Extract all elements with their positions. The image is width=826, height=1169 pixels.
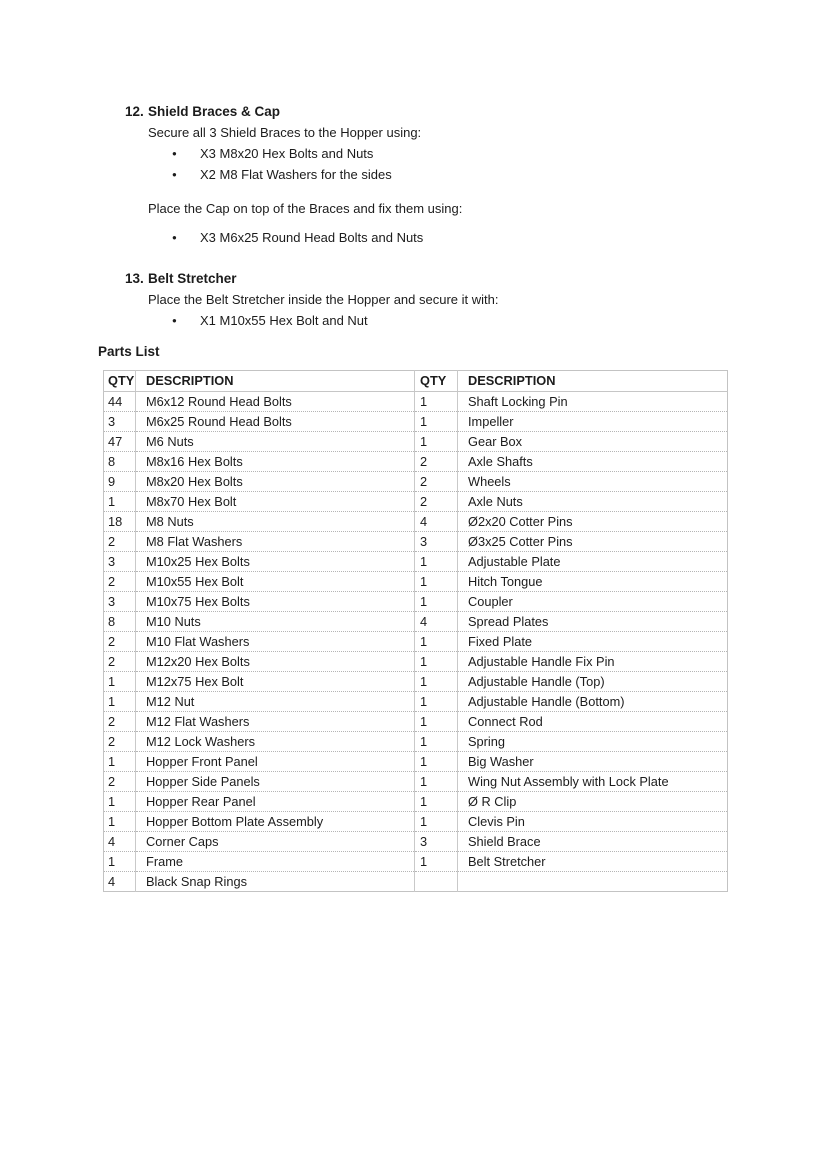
description-cell: Ø2x20 Cotter Pins [458,512,728,532]
description-cell: Impeller [458,412,728,432]
parts-table [103,370,728,892]
bullet-list [0,310,826,331]
bullet-text: X2 M8 Flat Washers for the sides [200,167,392,182]
bullet-icon: ● [172,233,177,242]
qty-cell: 4 [415,612,458,632]
table-row [104,792,728,812]
bullet-icon: ● [172,316,177,325]
qty-cell: 2 [104,652,136,672]
description-cell: Black Snap Rings [136,872,415,892]
description-cell: Adjustable Handle (Top) [458,672,728,692]
section-number: 13. [125,271,144,286]
description-cell: Big Washer [458,752,728,772]
description-cell: Adjustable Plate [458,552,728,572]
bullet-item [172,227,826,248]
description-cell: M6x25 Round Head Bolts [136,412,415,432]
table-row [104,392,728,412]
description-cell: Fixed Plate [458,632,728,652]
qty-cell: 1 [415,812,458,832]
qty-cell: 2 [104,772,136,792]
description-cell: Gear Box [458,432,728,452]
section-shield-braces-cap [0,101,826,248]
qty-cell: 1 [415,412,458,432]
table-row [104,572,728,592]
qty-cell: 1 [415,652,458,672]
qty-cell: 2 [415,452,458,472]
qty-cell: 4 [104,832,136,852]
parts-table-body [104,392,728,892]
bullet-text: X1 M10x55 Hex Bolt and Nut [200,313,368,328]
description-cell: Wheels [458,472,728,492]
header-row [104,371,728,392]
description-cell: Adjustable Handle (Bottom) [458,692,728,712]
section-heading [0,101,826,122]
description-cell: M10x75 Hex Bolts [136,592,415,612]
qty-cell: 8 [104,452,136,472]
description-cell: M8 Nuts [136,512,415,532]
qty-cell: 1 [104,792,136,812]
bullet-text: X3 M8x20 Hex Bolts and Nuts [200,146,374,161]
description-cell: M10 Nuts [136,612,415,632]
qty-cell: 1 [104,752,136,772]
section-heading [0,268,826,289]
description-cell: Corner Caps [136,832,415,852]
description-cell: Ø3x25 Cotter Pins [458,532,728,552]
description-cell: M10x55 Hex Bolt [136,572,415,592]
bullet-item [172,143,826,164]
qty-cell: 1 [415,772,458,792]
description-cell: M10x25 Hex Bolts [136,552,415,572]
description-column-header: DESCRIPTION [136,371,415,392]
qty-cell [415,872,458,892]
description-cell: Hopper Bottom Plate Assembly [136,812,415,832]
description-cell: Spread Plates [458,612,728,632]
qty-column-header: QTY [415,371,458,392]
section-second-intro: Place the Cap on top of the Braces and fix them using: [148,201,463,216]
table-row [104,452,728,472]
section-intro: Secure all 3 Shield Braces to the Hopper using: [148,125,422,140]
qty-cell: 2 [104,732,136,752]
description-cell: M6 Nuts [136,432,415,452]
description-cell [458,872,728,892]
qty-cell: 1 [415,432,458,452]
bullet-icon: ● [172,170,177,179]
description-cell: Shaft Locking Pin [458,392,728,412]
description-cell: Spring [458,732,728,752]
qty-cell: 1 [104,672,136,692]
description-cell: Hopper Front Panel [136,752,415,772]
table-row [104,752,728,772]
qty-cell: 3 [104,592,136,612]
table-row [104,512,728,532]
description-cell: M12x75 Hex Bolt [136,672,415,692]
bullet-item [172,164,826,185]
parts-table-header [104,371,728,392]
qty-cell: 1 [415,852,458,872]
section-intro: Place the Belt Stretcher inside the Hopper and secure it with: [148,292,499,307]
qty-cell: 1 [415,552,458,572]
qty-cell: 1 [415,672,458,692]
qty-cell: 2 [415,472,458,492]
qty-cell: 9 [104,472,136,492]
section-number: 12. [125,104,144,119]
description-cell: Hopper Side Panels [136,772,415,792]
table-row [104,832,728,852]
table-row [104,552,728,572]
qty-column-header: QTY [104,371,136,392]
qty-cell: 2 [415,492,458,512]
table-row [104,672,728,692]
qty-cell: 1 [415,392,458,412]
qty-cell: 1 [415,752,458,772]
qty-cell: 4 [415,512,458,532]
parts-list-heading: Parts List [98,344,160,359]
description-cell: Coupler [458,592,728,612]
description-cell: Belt Stretcher [458,852,728,872]
qty-cell: 1 [415,792,458,812]
table-row [104,432,728,452]
qty-cell: 3 [104,412,136,432]
qty-cell: 4 [104,872,136,892]
description-cell: M8x70 Hex Bolt [136,492,415,512]
table-row [104,712,728,732]
bullet-list [0,227,826,248]
qty-cell: 1 [104,692,136,712]
qty-cell: 1 [104,812,136,832]
qty-cell: 3 [415,832,458,852]
description-cell: M12 Nut [136,692,415,712]
description-cell: M8x16 Hex Bolts [136,452,415,472]
qty-cell: 2 [104,712,136,732]
qty-cell: 44 [108,394,123,409]
description-cell: M12 Flat Washers [136,712,415,732]
table-row [104,612,728,632]
table-row [104,772,728,792]
qty-cell: 1 [104,852,136,872]
description-cell: Axle Nuts [458,492,728,512]
table-row [104,852,728,872]
qty-cell: 8 [104,612,136,632]
description-cell: Axle Shafts [458,452,728,472]
qty-cell: 1 [415,632,458,652]
table-row [104,592,728,612]
qty-cell: 1 [415,572,458,592]
bullet-list [0,143,826,185]
description-cell: Hopper Rear Panel [136,792,415,812]
table-row [104,472,728,492]
qty-cell: 2 [104,632,136,652]
qty-cell: 2 [104,532,136,552]
description-cell: Clevis Pin [458,812,728,832]
description-cell: M8 Flat Washers [136,532,415,552]
bullet-text: X3 M6x25 Round Head Bolts and Nuts [200,230,424,245]
description-cell: Connect Rod [458,712,728,732]
description-cell: Shield Brace [458,832,728,852]
qty-cell: 18 [104,512,136,532]
bullet-icon: ● [172,149,177,158]
table-row [104,412,728,432]
table-row [104,492,728,512]
table-row [104,812,728,832]
description-cell: Wing Nut Assembly with Lock Plate [458,772,728,792]
qty-cell: 3 [415,532,458,552]
description-cell: M12 Lock Washers [136,732,415,752]
table-row [104,652,728,672]
description-cell: M10 Flat Washers [136,632,415,652]
qty-cell: 3 [104,552,136,572]
qty-cell: 47 [104,432,136,452]
description-cell: Hitch Tongue [458,572,728,592]
qty-cell: 1 [415,692,458,712]
section-belt-stretcher [0,268,826,331]
description-cell: M12x20 Hex Bolts [136,652,415,672]
table-row [104,632,728,652]
section-title: Shield Braces & Cap [148,104,281,119]
qty-cell: 1 [415,592,458,612]
description-cell: M8x20 Hex Bolts [136,472,415,492]
table-row [104,692,728,712]
description-cell: Adjustable Handle Fix Pin [458,652,728,672]
qty-cell: 2 [104,572,136,592]
table-row [104,532,728,552]
section-title: Belt Stretcher [148,271,237,286]
description-cell: Frame [136,852,415,872]
qty-cell: 1 [415,732,458,752]
qty-cell: 1 [415,712,458,732]
description-column-header: DESCRIPTION [458,371,728,392]
description-cell: Ø R Clip [458,792,728,812]
qty-cell: 1 [104,492,136,512]
description-cell: M6x12 Round Head Bolts [136,392,415,412]
bullet-item [172,310,826,331]
table-row [104,872,728,892]
table-row [104,732,728,752]
